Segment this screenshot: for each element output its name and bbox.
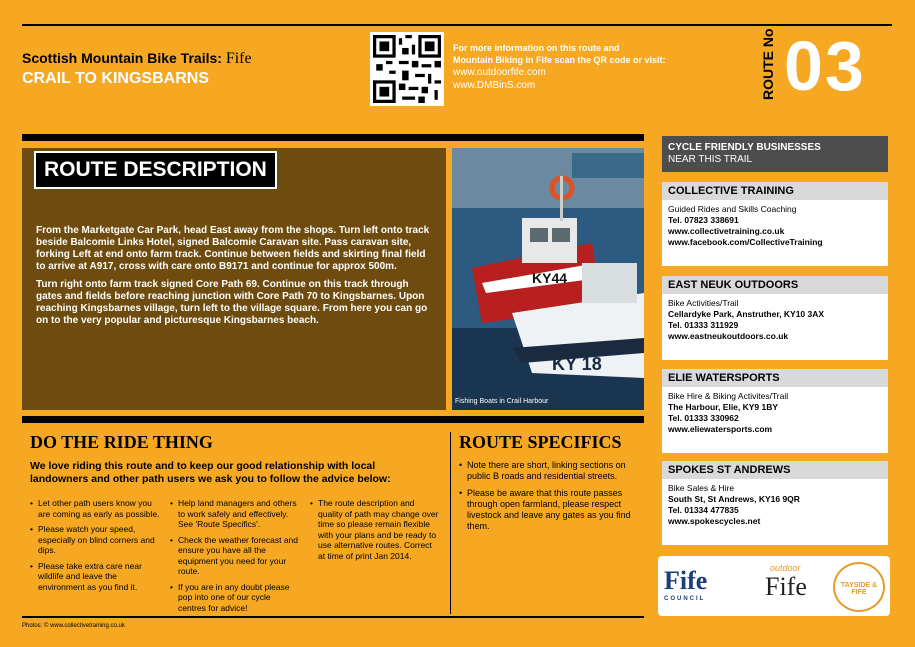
advice-item: • Help land managers and others to work safely and effectively. See 'Route Specifics'. [170, 498, 300, 530]
outdoor-fife-logo: Fife [765, 572, 807, 601]
description-para2: Turn right onto farm track signed Core Path 69. Continue on this track through gates and fields before reaching junction with Core Path 70 to Kingsbarnes. Upon reaching Kingsbarnes village, turn left to the village square. From here you can go on to the very popular and picturesque Kingsbarnes beach. [36, 279, 428, 326]
url-outdoorfife[interactable]: www.outdoorfife.com [453, 67, 546, 78]
qr-text-line2: Mountain Biking in Fife scan the QR code or visit: [453, 55, 666, 65]
url-dmbins[interactable]: www.DMBinS.com [453, 80, 536, 91]
advice-item: • Let other path users know you are coming as early as possible. [30, 498, 160, 519]
specifics-list [459, 460, 634, 538]
ride-title: DO THE RIDE THING [30, 432, 213, 452]
description-text [36, 225, 436, 333]
qr-text-line1: For more information on this route and [453, 43, 620, 53]
photo-caption: Fishing Boats in Crail Harbour [455, 398, 549, 405]
fife-council-logo: Fife COUNCIL [664, 566, 708, 602]
business-card [662, 461, 888, 545]
business-desc: Bike Sales & Hire [668, 483, 735, 493]
business-desc: Bike Activities/Trail [668, 298, 739, 308]
tayside-fife-logo: TAYSIDE & FIFE [833, 562, 885, 612]
qr-code[interactable] [370, 32, 444, 106]
advice-item: • Please watch your speed, especially on blind corners and dips. [30, 524, 160, 556]
business-line: South St, St Andrews, KY16 9QR [668, 494, 800, 504]
specifics-item: • Note there are short, linking sections on public B roads and residential streets. [459, 460, 634, 482]
business-link[interactable]: www.facebook.com/CollectiveTraining [668, 237, 823, 247]
business-line: Tel. 01333 311929 [668, 320, 739, 330]
section-rule-2 [22, 416, 644, 423]
outdoor-fife-logo-sub: outdoor [770, 563, 801, 573]
business-line: The Harbour, Elie, KY9 1BY [668, 402, 779, 412]
business-line: Cellardyke Park, Anstruther, KY10 3AX [668, 309, 825, 319]
sidebar-head-sub: NEAR THIS TRAIL [668, 154, 753, 165]
bottom-rule [22, 616, 644, 618]
business-line: Tel. 01333 330962 [668, 413, 739, 423]
advice-item: • The route description and quality of path may change over time so please remain flexible with your plans and be ready to use alternative routes. Correct at time of print Jan 2014. [310, 498, 440, 561]
ride-advice-col1 [30, 498, 160, 597]
qr-info [453, 42, 666, 92]
business-line: Tel. 01334 477835 [668, 505, 739, 515]
boat-reg-2: KY 18 [552, 354, 602, 374]
business-link[interactable]: www.eliewatersports.com [668, 424, 773, 434]
business-name: ELIE WATERSPORTS [662, 369, 888, 387]
boat-reg-1: KY44 [532, 270, 568, 286]
advice-item: • Check the weather forecast and ensure you have all the equipment you need for your route. [170, 535, 300, 577]
specifics-item: • Please be aware that this route passes through open farmland, please respect livestock and leave any gates as you find them. [459, 488, 634, 532]
business-name: COLLECTIVE TRAINING [662, 182, 888, 200]
business-name: SPOKES ST ANDREWS [662, 461, 888, 479]
business-desc: Guided Rides and Skills Coaching [668, 204, 797, 214]
business-card [662, 182, 888, 266]
business-desc: Bike Hire & Biking Activites/Trail [668, 391, 789, 401]
route-label: ROUTE No [760, 28, 776, 100]
business-link[interactable]: www.collectivetraining.co.uk [668, 226, 785, 236]
top-rule [22, 24, 892, 26]
series-title: Scottish Mountain Bike Trails: Fife [22, 50, 252, 67]
photos-credit: Photos: © www.collectivetraining.co.uk [22, 623, 125, 629]
business-name: EAST NEUK OUTDOORS [662, 276, 888, 294]
business-card [662, 276, 888, 360]
route-number: 03 [784, 27, 866, 105]
description-para1: From the Marketgate Car Park, head East away from the shops. Turn left onto track beside Balcomie Links Hotel, signed Balcomie Caravan site. Pass caravan site, forking Left at end onto farm track. Continue between fields and skirting final field to arrive at A917, cross with care onto B9171 and continue for approx 500m. [36, 225, 430, 272]
business-card [662, 369, 888, 453]
section-rule [22, 134, 644, 141]
business-line: Tel. 07823 338691 [668, 215, 739, 225]
advice-item: • Please take extra care near wildlife and leave the environment as you find it. [30, 561, 160, 593]
ride-advice-col3 [310, 498, 440, 566]
description-title: ROUTE DESCRIPTION [34, 151, 277, 189]
business-link[interactable]: www.spokescycles.net [668, 516, 761, 526]
sidebar-header [662, 136, 888, 172]
ride-intro: We love riding this route and to keep our good relationship with local landowners and other path users we ask you to follow the advice below: [30, 460, 391, 485]
sidebar-head-title: CYCLE FRIENDLY BUSINESSES [668, 142, 821, 153]
business-link[interactable]: www.eastneukoutdoors.co.uk [668, 331, 789, 341]
harbour-photo [452, 148, 644, 410]
ride-advice-col2 [170, 498, 300, 618]
column-divider [450, 432, 451, 614]
advice-item: • If you are in any doubt please pop into one of our cycle centres for advice! [170, 582, 300, 614]
route-title: CRAIL TO KINGSBARNS [22, 70, 209, 87]
specifics-title: ROUTE SPECIFICS [459, 432, 622, 452]
